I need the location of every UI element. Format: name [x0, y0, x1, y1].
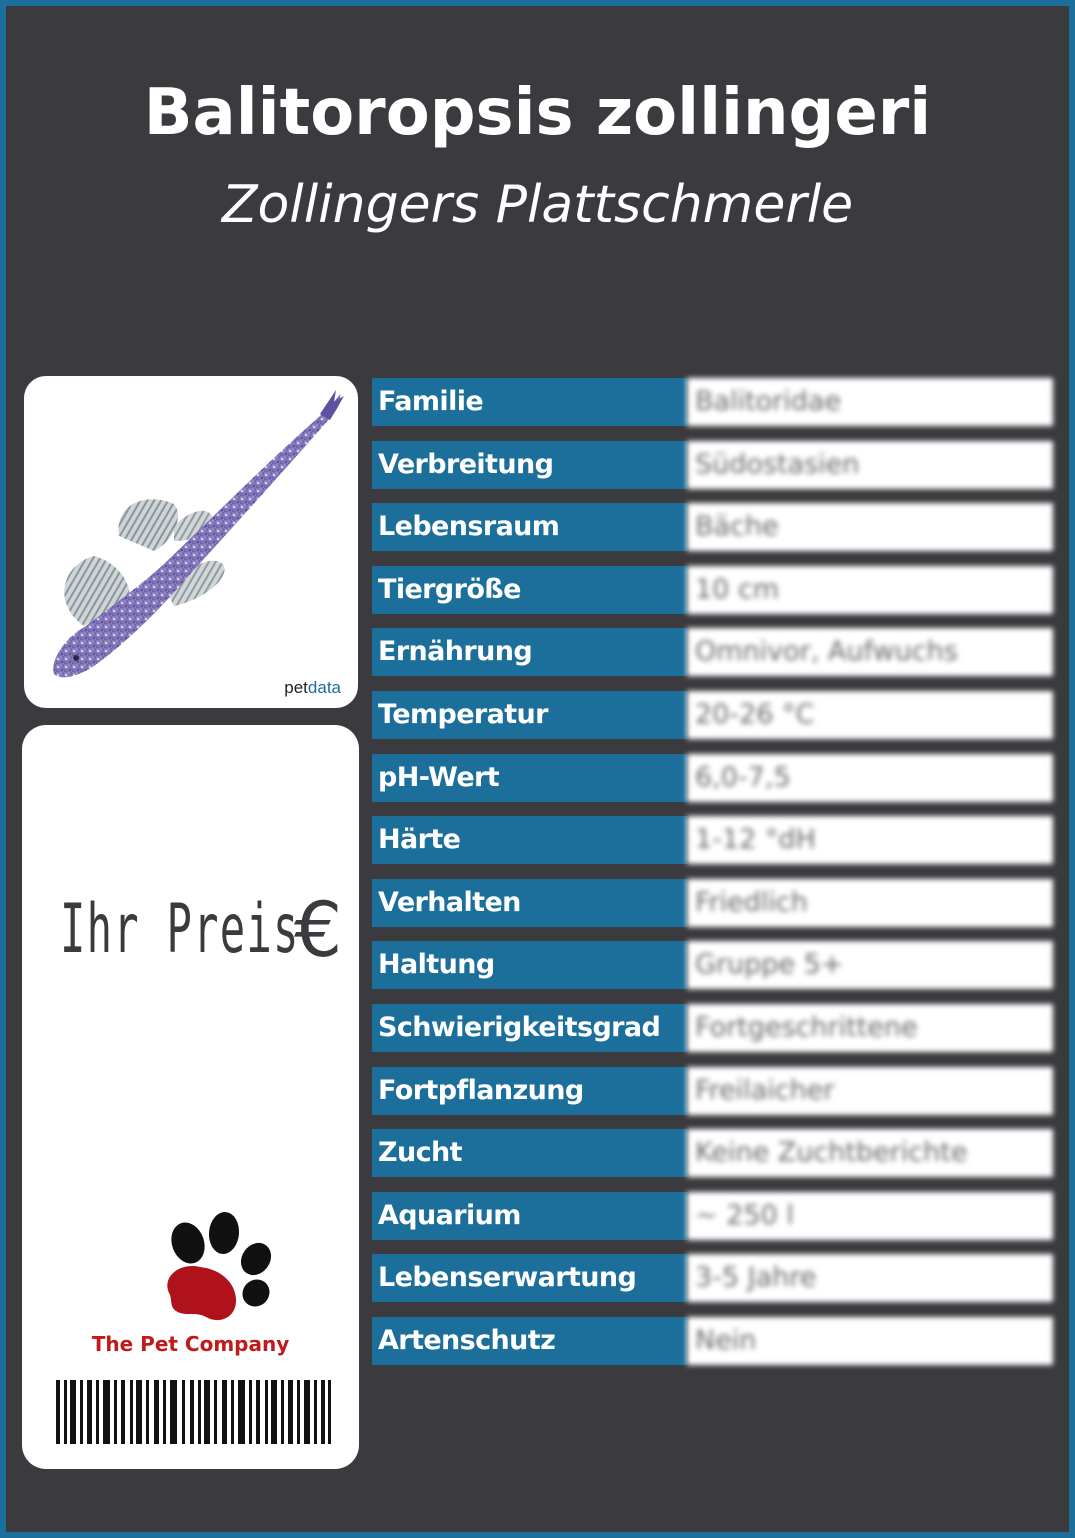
fact-row: [372, 691, 1053, 739]
fact-label: Verhalten: [372, 879, 687, 927]
fact-row: [372, 1129, 1053, 1177]
fact-row: [372, 1004, 1053, 1052]
fact-row: [372, 1317, 1053, 1365]
fact-label: Lebensraum: [372, 503, 687, 551]
fact-label: pH-Wert: [372, 754, 687, 802]
fact-label: Tiergröße: [372, 566, 687, 614]
fish-photo: [24, 376, 358, 708]
fact-row: [372, 503, 1053, 551]
fact-value: Südostasien: [687, 441, 1053, 489]
fact-row: [372, 816, 1053, 864]
photo-panel: [24, 376, 358, 708]
fact-value: Balitoridae: [687, 378, 1053, 426]
fact-label: Aquarium: [372, 1192, 687, 1240]
price-label: Ihr Preis: [60, 890, 300, 969]
fact-value: Gruppe 5+: [687, 941, 1053, 989]
fact-row: [372, 441, 1053, 489]
fact-value: 10 cm: [687, 566, 1053, 614]
fact-row: [372, 1067, 1053, 1115]
fact-row: [372, 628, 1053, 676]
fact-value: 20-26 °C: [687, 691, 1053, 739]
fact-row: [372, 879, 1053, 927]
fact-label: Härte: [372, 816, 687, 864]
fact-label: Zucht: [372, 1129, 687, 1177]
fact-value: ~ 250 l: [687, 1192, 1053, 1240]
fact-row: [372, 941, 1053, 989]
fact-row: [372, 754, 1053, 802]
fact-value: Omnivor, Aufwuchs: [687, 628, 1053, 676]
currency-symbol: €: [294, 885, 343, 974]
fact-label: Ernährung: [372, 628, 687, 676]
fact-value: Freilaicher: [687, 1067, 1053, 1115]
fact-label: Schwierigkeitsgrad: [372, 1004, 687, 1052]
fact-label: Haltung: [372, 941, 687, 989]
company-name: The Pet Company: [91, 1332, 290, 1356]
fact-label: Artenschutz: [372, 1317, 687, 1365]
fact-label: Familie: [372, 378, 687, 426]
paw-icon: [140, 1207, 280, 1327]
fact-row: [372, 1192, 1053, 1240]
fact-value: 3-5 Jahre: [687, 1254, 1053, 1302]
fact-label: Verbreitung: [372, 441, 687, 489]
fact-value: 1-12 °dH: [687, 816, 1053, 864]
fact-row: [372, 378, 1053, 426]
species-title: Balitoropsis zollingeri: [143, 76, 932, 150]
barcode-icon: [56, 1380, 332, 1444]
fact-value: Bäche: [687, 503, 1053, 551]
fact-row: [372, 1254, 1053, 1302]
common-name: Zollingers Plattschmerle: [221, 175, 854, 235]
fact-value: Friedlich: [687, 879, 1053, 927]
fact-row: [372, 566, 1053, 614]
fact-value: 6,0-7,5: [687, 754, 1053, 802]
price-panel: [22, 725, 359, 1469]
fact-value: Keine Zuchtberichte: [687, 1129, 1053, 1177]
fact-label: Temperatur: [372, 691, 687, 739]
fact-value: Fortgeschrittene: [687, 1004, 1053, 1052]
fact-value: Nein: [687, 1317, 1053, 1365]
fact-label: Fortpflanzung: [372, 1067, 687, 1115]
petdata-logo: petdata: [284, 678, 341, 697]
fact-label: Lebenserwartung: [372, 1254, 687, 1302]
